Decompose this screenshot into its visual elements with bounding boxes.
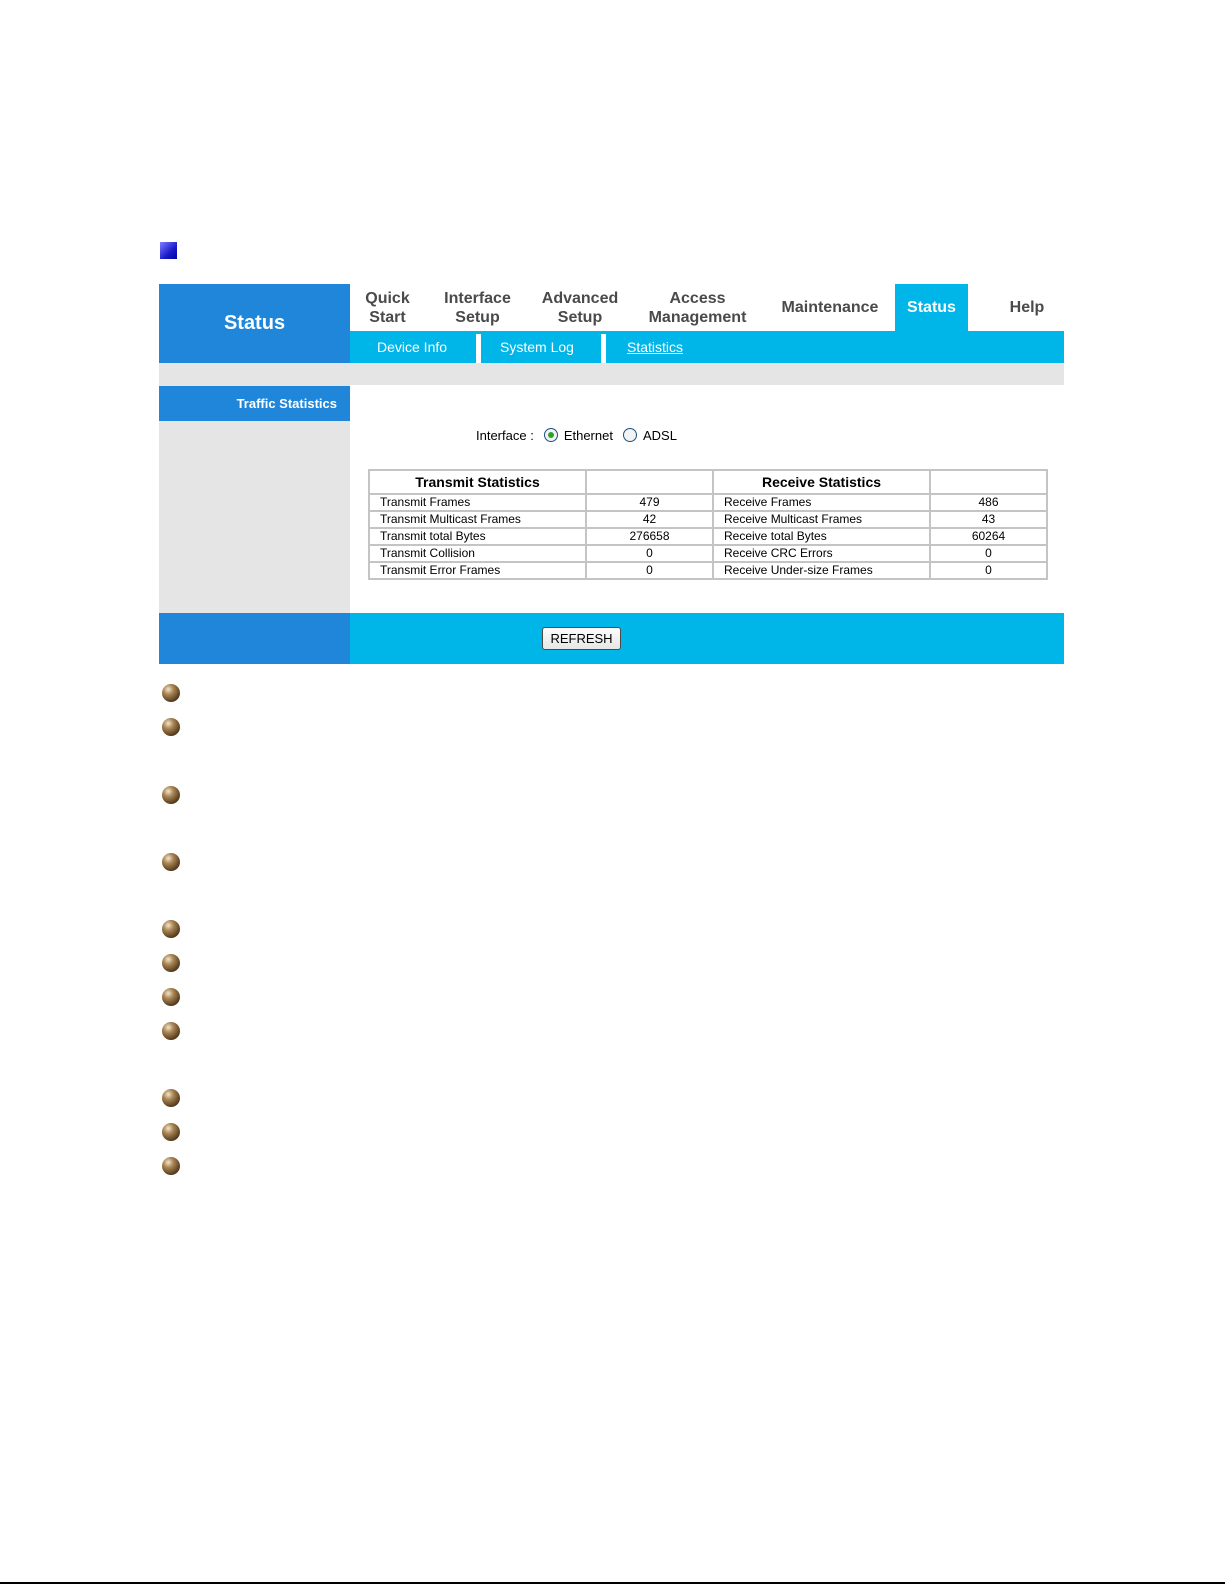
table-row [369, 545, 1047, 562]
cell-label: Transmit Frames [369, 494, 586, 511]
footer-left [159, 613, 350, 664]
cell-label: Receive Under-size Frames [713, 562, 930, 579]
cell-value: 42 [586, 511, 713, 528]
bullet-icon [162, 1123, 180, 1141]
cell-value: 60264 [930, 528, 1047, 545]
subnav-statistics[interactable]: Statistics [627, 339, 684, 355]
receive-header: Receive Statistics [713, 470, 930, 494]
ethernet-label[interactable]: Ethernet [563, 427, 613, 443]
receive-value-header [930, 470, 1047, 494]
cell-label: Transmit Error Frames [369, 562, 586, 579]
cell-label: Receive total Bytes [713, 528, 930, 545]
cell-label: Receive Multicast Frames [713, 511, 930, 528]
cell-value: 43 [930, 511, 1047, 528]
nav-status[interactable]: Status [895, 284, 968, 331]
cell-value: 0 [586, 562, 713, 579]
nav-maintenance[interactable]: Maintenance [781, 299, 879, 316]
divider-strip [159, 363, 1064, 385]
subnav-system-log[interactable]: System Log [500, 339, 574, 355]
bullet-icon [162, 1089, 180, 1107]
ethernet-radio[interactable] [544, 428, 558, 442]
sidebar-label: Traffic Statistics [159, 386, 350, 421]
traffic-statistics-table [368, 469, 1048, 580]
table-row [369, 511, 1047, 528]
cell-label: Transmit Multicast Frames [369, 511, 586, 528]
interface-label: Interface : [476, 427, 534, 443]
nav-interface-setup[interactable]: Interface Setup [444, 289, 511, 326]
nav-advanced-setup[interactable]: Advanced Setup [541, 289, 619, 326]
table-row [369, 562, 1047, 579]
main-nav [350, 284, 1064, 331]
nav-quick-start[interactable]: Quick Start [365, 289, 410, 326]
adsl-label[interactable]: ADSL [642, 427, 677, 443]
table-row [369, 528, 1047, 545]
cell-value: 276658 [586, 528, 713, 545]
cell-label: Receive Frames [713, 494, 930, 511]
bullet-icon [162, 988, 180, 1006]
cell-label: Transmit Collision [369, 545, 586, 562]
interface-selector [476, 424, 677, 446]
nav-access-management[interactable]: Access Management [648, 289, 747, 326]
section-marker-icon [160, 242, 177, 259]
subnav-device-info[interactable]: Device Info [377, 339, 448, 355]
cell-label: Receive CRC Errors [713, 545, 930, 562]
table-header-row [369, 470, 1047, 494]
cell-value: 486 [930, 494, 1047, 511]
bullet-icon [162, 718, 180, 736]
cell-value: 479 [586, 494, 713, 511]
table-row [369, 494, 1047, 511]
cell-label: Transmit total Bytes [369, 528, 586, 545]
sub-nav [350, 331, 1064, 363]
nav-help[interactable]: Help [1009, 299, 1045, 316]
footer-bar [350, 613, 1064, 664]
subnav-separator [476, 334, 481, 363]
refresh-button[interactable]: REFRESH [542, 627, 621, 650]
subnav-separator [601, 334, 606, 363]
transmit-header: Transmit Statistics [369, 470, 586, 494]
bullet-icon [162, 786, 180, 804]
bullet-icon [162, 1157, 180, 1175]
bullet-icon [162, 684, 180, 702]
cell-value: 0 [930, 545, 1047, 562]
bullet-icon [162, 853, 180, 871]
bullet-icon [162, 920, 180, 938]
transmit-value-header [586, 470, 713, 494]
page-title: Status [159, 284, 350, 363]
bullet-icon [162, 1022, 180, 1040]
bullet-icon [162, 954, 180, 972]
page-bottom-rule [0, 1582, 1225, 1584]
cell-value: 0 [930, 562, 1047, 579]
cell-value: 0 [586, 545, 713, 562]
adsl-radio[interactable] [623, 428, 637, 442]
